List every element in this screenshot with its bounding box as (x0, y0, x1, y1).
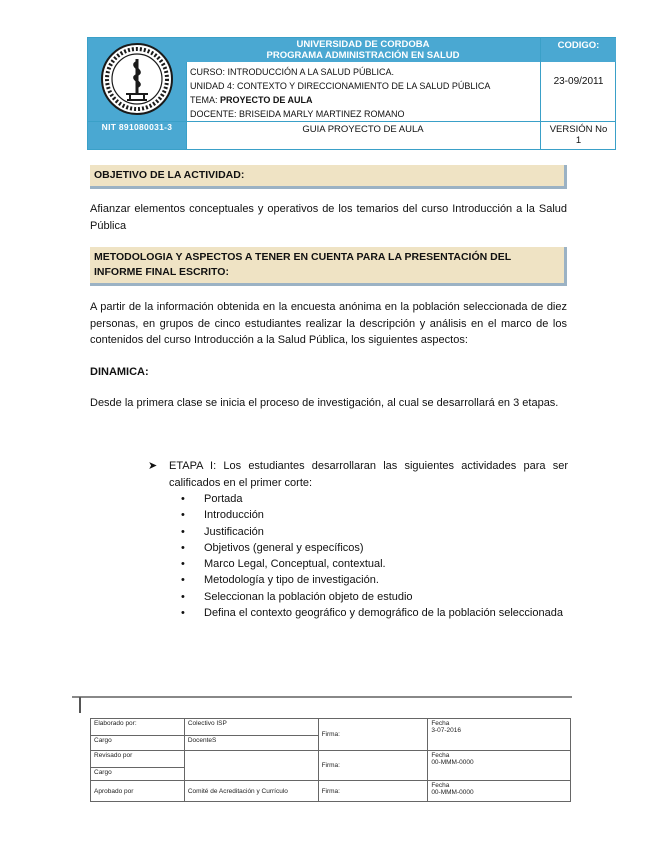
firma-label-2: Firma: (318, 751, 428, 781)
list-item (178, 572, 568, 588)
revisado-value (184, 751, 318, 781)
version-number: 1 (575, 135, 582, 146)
bullet-dot-icon: • (181, 509, 185, 522)
etapa-activity-list (178, 491, 568, 621)
bullet-dot-icon: • (181, 558, 185, 571)
elaborado-value: Colectivo ISP (184, 719, 318, 736)
tema-line (190, 93, 540, 107)
course-info (186, 62, 540, 121)
metodologia-heading: METODOLOGIA Y ASPECTOS A TENER EN CUENTA PARA LA PRESENTACIÓN DEL INFORME FINAL ESCRITO: (90, 247, 567, 286)
aprobado-label: Aprobado por (91, 781, 185, 802)
logo-cell (88, 38, 187, 149)
logo-divider (88, 121, 186, 122)
list-item (178, 491, 568, 507)
list-item-text: Metodología y tipo de investigación. (204, 574, 379, 587)
etapa-text: ETAPA I: Los estudiantes desarrollaran las siguientes actividades para ser calificados en el primer corte: (169, 460, 568, 489)
table-row (91, 781, 571, 802)
fecha-label: Fecha (431, 720, 450, 727)
list-item-text: Seleccionan la población objeto de estudio (204, 590, 413, 603)
university-seal-icon (100, 42, 174, 116)
fecha-cell-2 (428, 751, 571, 781)
version-cell (540, 121, 616, 149)
nit-label: NIT 891080031-3 (101, 122, 173, 132)
table-row (91, 751, 571, 768)
firma-label-1: Firma: (318, 719, 428, 751)
list-item-text: Objetivos (general y específicos) (204, 541, 364, 554)
list-item (178, 589, 568, 605)
list-item-text: Justificación (204, 525, 264, 538)
dinamica-heading: DINAMICA: (90, 366, 149, 378)
bullet-dot-icon: • (181, 574, 185, 587)
codigo-label: CODIGO: (540, 38, 616, 62)
firma-label-3: Firma: (318, 781, 428, 802)
fecha-value: 00-MMM-0000 (431, 759, 474, 766)
fecha-label: Fecha (431, 782, 450, 789)
footer-divider (72, 696, 572, 698)
program-name: PROGRAMA ADMINISTRACIÓN EN SALUD (266, 50, 460, 61)
university-name: UNIVERSIDAD DE CORDOBA (296, 39, 430, 50)
document-header (87, 37, 616, 150)
revisado-label: Revisado por (91, 751, 185, 768)
fecha-label: Fecha (431, 752, 450, 759)
list-item-text: Introducción (204, 509, 264, 522)
objetivo-text: Afianzar elementos conceptuales y operativos de los temarios del curso Introducción a la Salud Pública (90, 203, 567, 232)
dinamica-text: Desde la primera clase se inicia el proceso de investigación, al cual se desarrollará en 3 etapas. (90, 397, 559, 409)
list-item (178, 605, 568, 621)
document-date: 23-09/2011 (540, 62, 616, 121)
arrow-bullet-icon: ➤ (148, 460, 158, 472)
list-item (178, 507, 568, 523)
footer-tick-mark (79, 697, 81, 713)
cargo-label: Cargo (91, 736, 185, 751)
unidad-line: UNIDAD 4: CONTEXTO Y DIRECCIONAMIENTO DE LA SALUD PÚBLICA (190, 81, 491, 91)
curso-line: CURSO: INTRODUCCIÓN A LA SALUD PÚBLICA. (190, 67, 395, 77)
table-row (91, 719, 571, 736)
bullet-dot-icon: • (181, 607, 185, 620)
aprobado-value: Comité de Acreditación y Currículo (184, 781, 318, 802)
list-item-text: Portada (204, 493, 243, 505)
bullet-dot-icon: • (181, 525, 185, 538)
objetivo-heading: OBJETIVO DE LA ACTIVIDAD: (90, 165, 567, 189)
fecha-cell-3 (428, 781, 571, 802)
fecha-cell-1 (428, 719, 571, 751)
tema-label: TEMA: (190, 95, 221, 105)
cargo-value: DocenteS (184, 736, 318, 751)
etapa-block (148, 458, 568, 491)
list-item (178, 540, 568, 556)
list-item (178, 556, 568, 572)
approval-table (90, 718, 571, 802)
fecha-value: 3-07-2016 (431, 727, 461, 734)
fecha-value: 00-MMM-0000 (431, 789, 474, 796)
bullet-dot-icon: • (181, 590, 185, 603)
list-item (178, 524, 568, 540)
bullet-dot-icon: • (181, 541, 185, 554)
list-item-text: Marco Legal, Conceptual, contextual. (204, 558, 386, 571)
bullet-dot-icon: • (181, 493, 185, 505)
tema-value: PROYECTO DE AULA (220, 95, 313, 105)
docente-line: DOCENTE: BRISEIDA MARLY MARTINEZ ROMANO (190, 109, 405, 119)
elaborado-label: Elaborado por: (91, 719, 185, 736)
metodologia-text: A partir de la información obtenida en la encuesta anónima en la población seleccionada de diez personas, en grupos de cinco estudiantes realizar la descripción y análisis en el marco de los contenidos del curso Introducción a la Salud Pública, los siguientes aspectos: (90, 301, 567, 346)
university-band (186, 38, 540, 62)
list-item-text: Defina el contexto geográfico y demográfico de la población seleccionada (204, 607, 563, 620)
cargo2-label: Cargo (91, 768, 185, 781)
guia-title: GUIA PROYECTO DE AULA (186, 121, 540, 149)
version-label: VERSIÓN No (549, 124, 608, 135)
